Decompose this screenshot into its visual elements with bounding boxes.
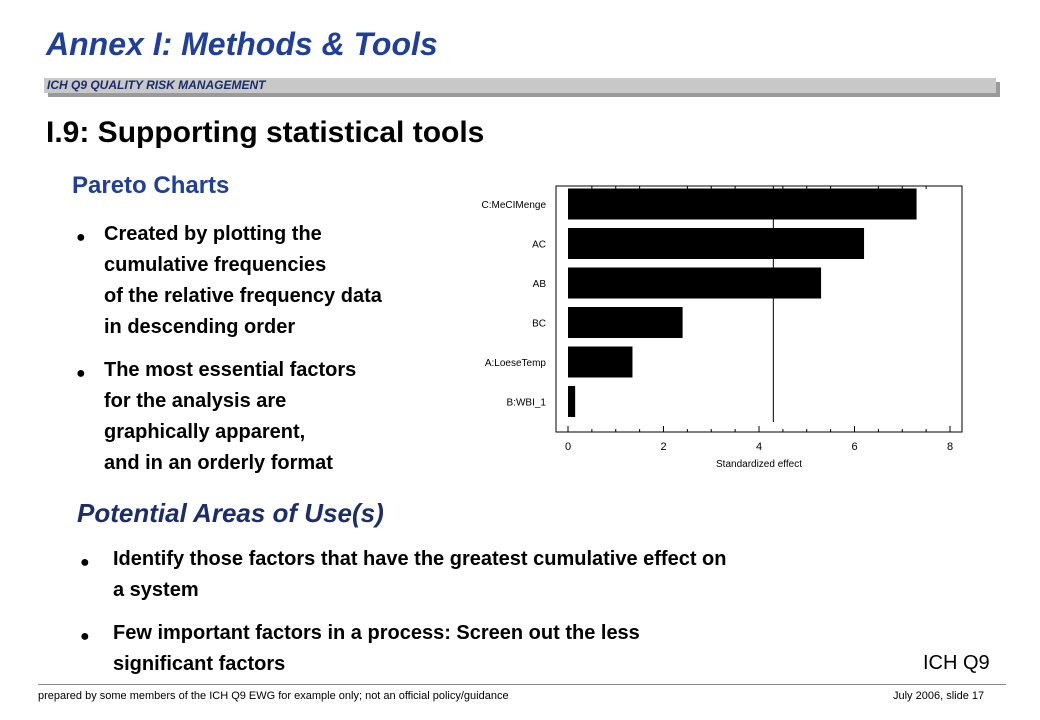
slide-title: I.9: Supporting statistical tools [46,116,485,149]
chart-bars [568,189,917,418]
chart-x-tick-label: 0 [564,441,572,453]
chart-bar-6 [568,386,575,417]
chart-x-tick-label: 6 [851,441,858,453]
pareto-bullet-text: The most essential factors for the analysis are graphically apparent, and in an orderly format [104,359,357,474]
chart-category-label: AC [532,239,546,251]
chart-category-label: C:MeCIMenge [481,200,546,211]
annex-title: Annex I: Methods & Tools [46,26,438,62]
chart-category-labels [482,200,547,409]
chart-bar-4 [568,307,683,338]
chart-bar-3 [568,268,821,299]
footer-disclaimer: prepared by some members of the ICH Q9 EWG for example only; not an official policy/guidance [38,690,509,702]
chart-category-label: BC [532,318,546,330]
footer-divider [38,684,1006,685]
chart-x-tick-label: 2 [660,441,667,453]
section-banner: ICH Q9 QUALITY RISK MANAGEMENT [44,78,996,93]
footer-slide-number: July 2006, slide 17 [893,690,985,702]
chart-category-label: B:WBI_1 [506,397,546,409]
pareto-heading: Pareto Charts [72,172,230,199]
chart-bar-5 [568,347,632,378]
pareto-bullet-text: Created by plotting the cumulative frequencies of the relative frequency data in descending order [104,223,382,338]
bullet-icon: ● [80,554,90,571]
chart-x-tick-label: 8 [946,441,954,453]
pareto-bullet-2 [76,355,496,479]
use-bullet-text: Identify those factors that have the greatest cumulative effect on a system [113,548,727,601]
chart-category-label: A:LoeseTemp [484,358,546,369]
bullet-icon: ● [80,628,90,645]
pareto-bullet-1 [76,219,496,343]
pareto-chart [460,170,980,475]
potential-use-heading: Potential Areas of Use(s) [77,498,384,528]
use-bullet-text: Few important factors in a process: Screen out the less significant factors [113,622,640,675]
chart-bar-2 [568,228,864,259]
chart-x-axis-label: Standardized effect [716,459,802,470]
ich-q9-tag: ICH Q9 [923,652,990,674]
chart-category-label: AB [532,279,546,290]
bullet-icon: ● [76,365,86,382]
chart-x-tick-label: 4 [755,441,763,453]
bullet-icon: ● [76,229,86,246]
use-bullet-2 [80,618,960,682]
chart-bar-1 [568,189,917,220]
use-bullet-1 [80,544,960,608]
